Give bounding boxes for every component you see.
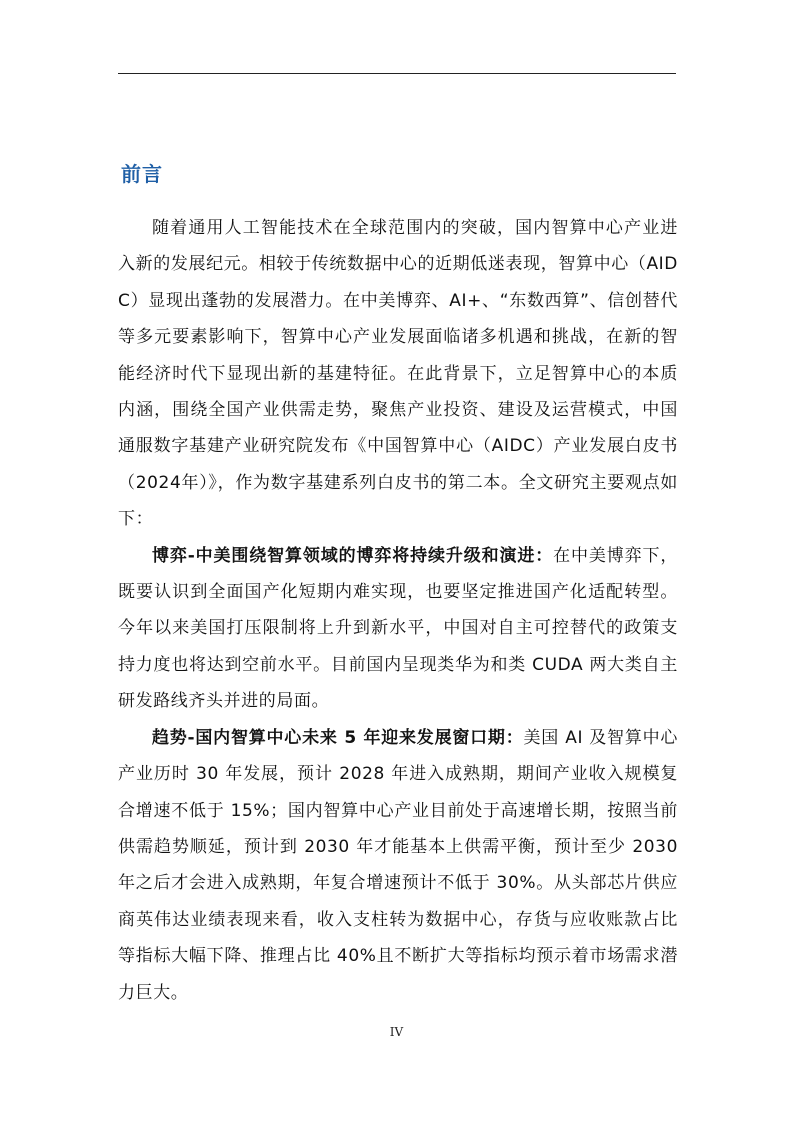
paragraph-trend-lead: 趋势-国内智算中心未来 5 年迎来发展窗口期：	[152, 727, 524, 748]
header-rule	[118, 73, 676, 74]
paragraph-game	[118, 538, 678, 720]
paragraph-trend-text: 美国 AI 及智算中心产业历时 30 年发展，预计 2028 年进入成熟期，期间产业收入规模复合增速不低于 15%；国内智算中心产业目前处于高速增长期，按照当前供需趋势顺延，预计到 2030 年才能基本上供需平衡，预计至少 2030 年之后才会进入成熟期，年复合增速预计不低于 30%。从头部芯片供应商英伟达业绩表现来看，收入支柱转为数据中心，存货与应收账款占比等指标大幅下降、推理占比 40%且不断扩大等指标均预示着市场需求潜力巨大。	[118, 727, 678, 1003]
paragraph-trend	[118, 720, 678, 1011]
body-text	[118, 210, 678, 1011]
page-number: IV	[389, 1025, 404, 1039]
paragraph-game-text: 在中美博弈下，既要认识到全面国产化短期内难实现，也要坚定推进国产化适配转型。今年以来美国打压限制将上升到新水平，中国对自主可控替代的政策支持力度也将达到空前水平。目前国内呈现类华为和类 CUDA 两大类自主研发路线齐头并进的局面。	[118, 545, 678, 712]
paragraph-intro	[118, 210, 678, 538]
paragraph-game-lead: 博弈-中美围绕智算领域的博弈将持续升级和演进：	[152, 545, 554, 566]
paragraph-intro-text: 随着通用人工智能技术在全球范围内的突破，国内智算中心产业进入新的发展纪元。相较于传统数据中心的近期低迷表现，智算中心（AIDC）显现出蓬勃的发展潜力。在中美博弈、AI+、“东数西算”、信创替代等多元要素影响下，智算中心产业发展面临诸多机遇和挑战，在新的智能经济时代下显现出新的基建特征。在此背景下，立足智算中心的本质内涵，围绕全国产业供需走势，聚焦产业投资、建设及运营模式，中国通服数字基建产业研究院发布《中国智算中心（AIDC）产业发展白皮书（2024年）》，作为数字基建系列白皮书的第二本。全文研究主要观点如下：	[118, 218, 678, 530]
section-title: 前言	[121, 162, 163, 186]
